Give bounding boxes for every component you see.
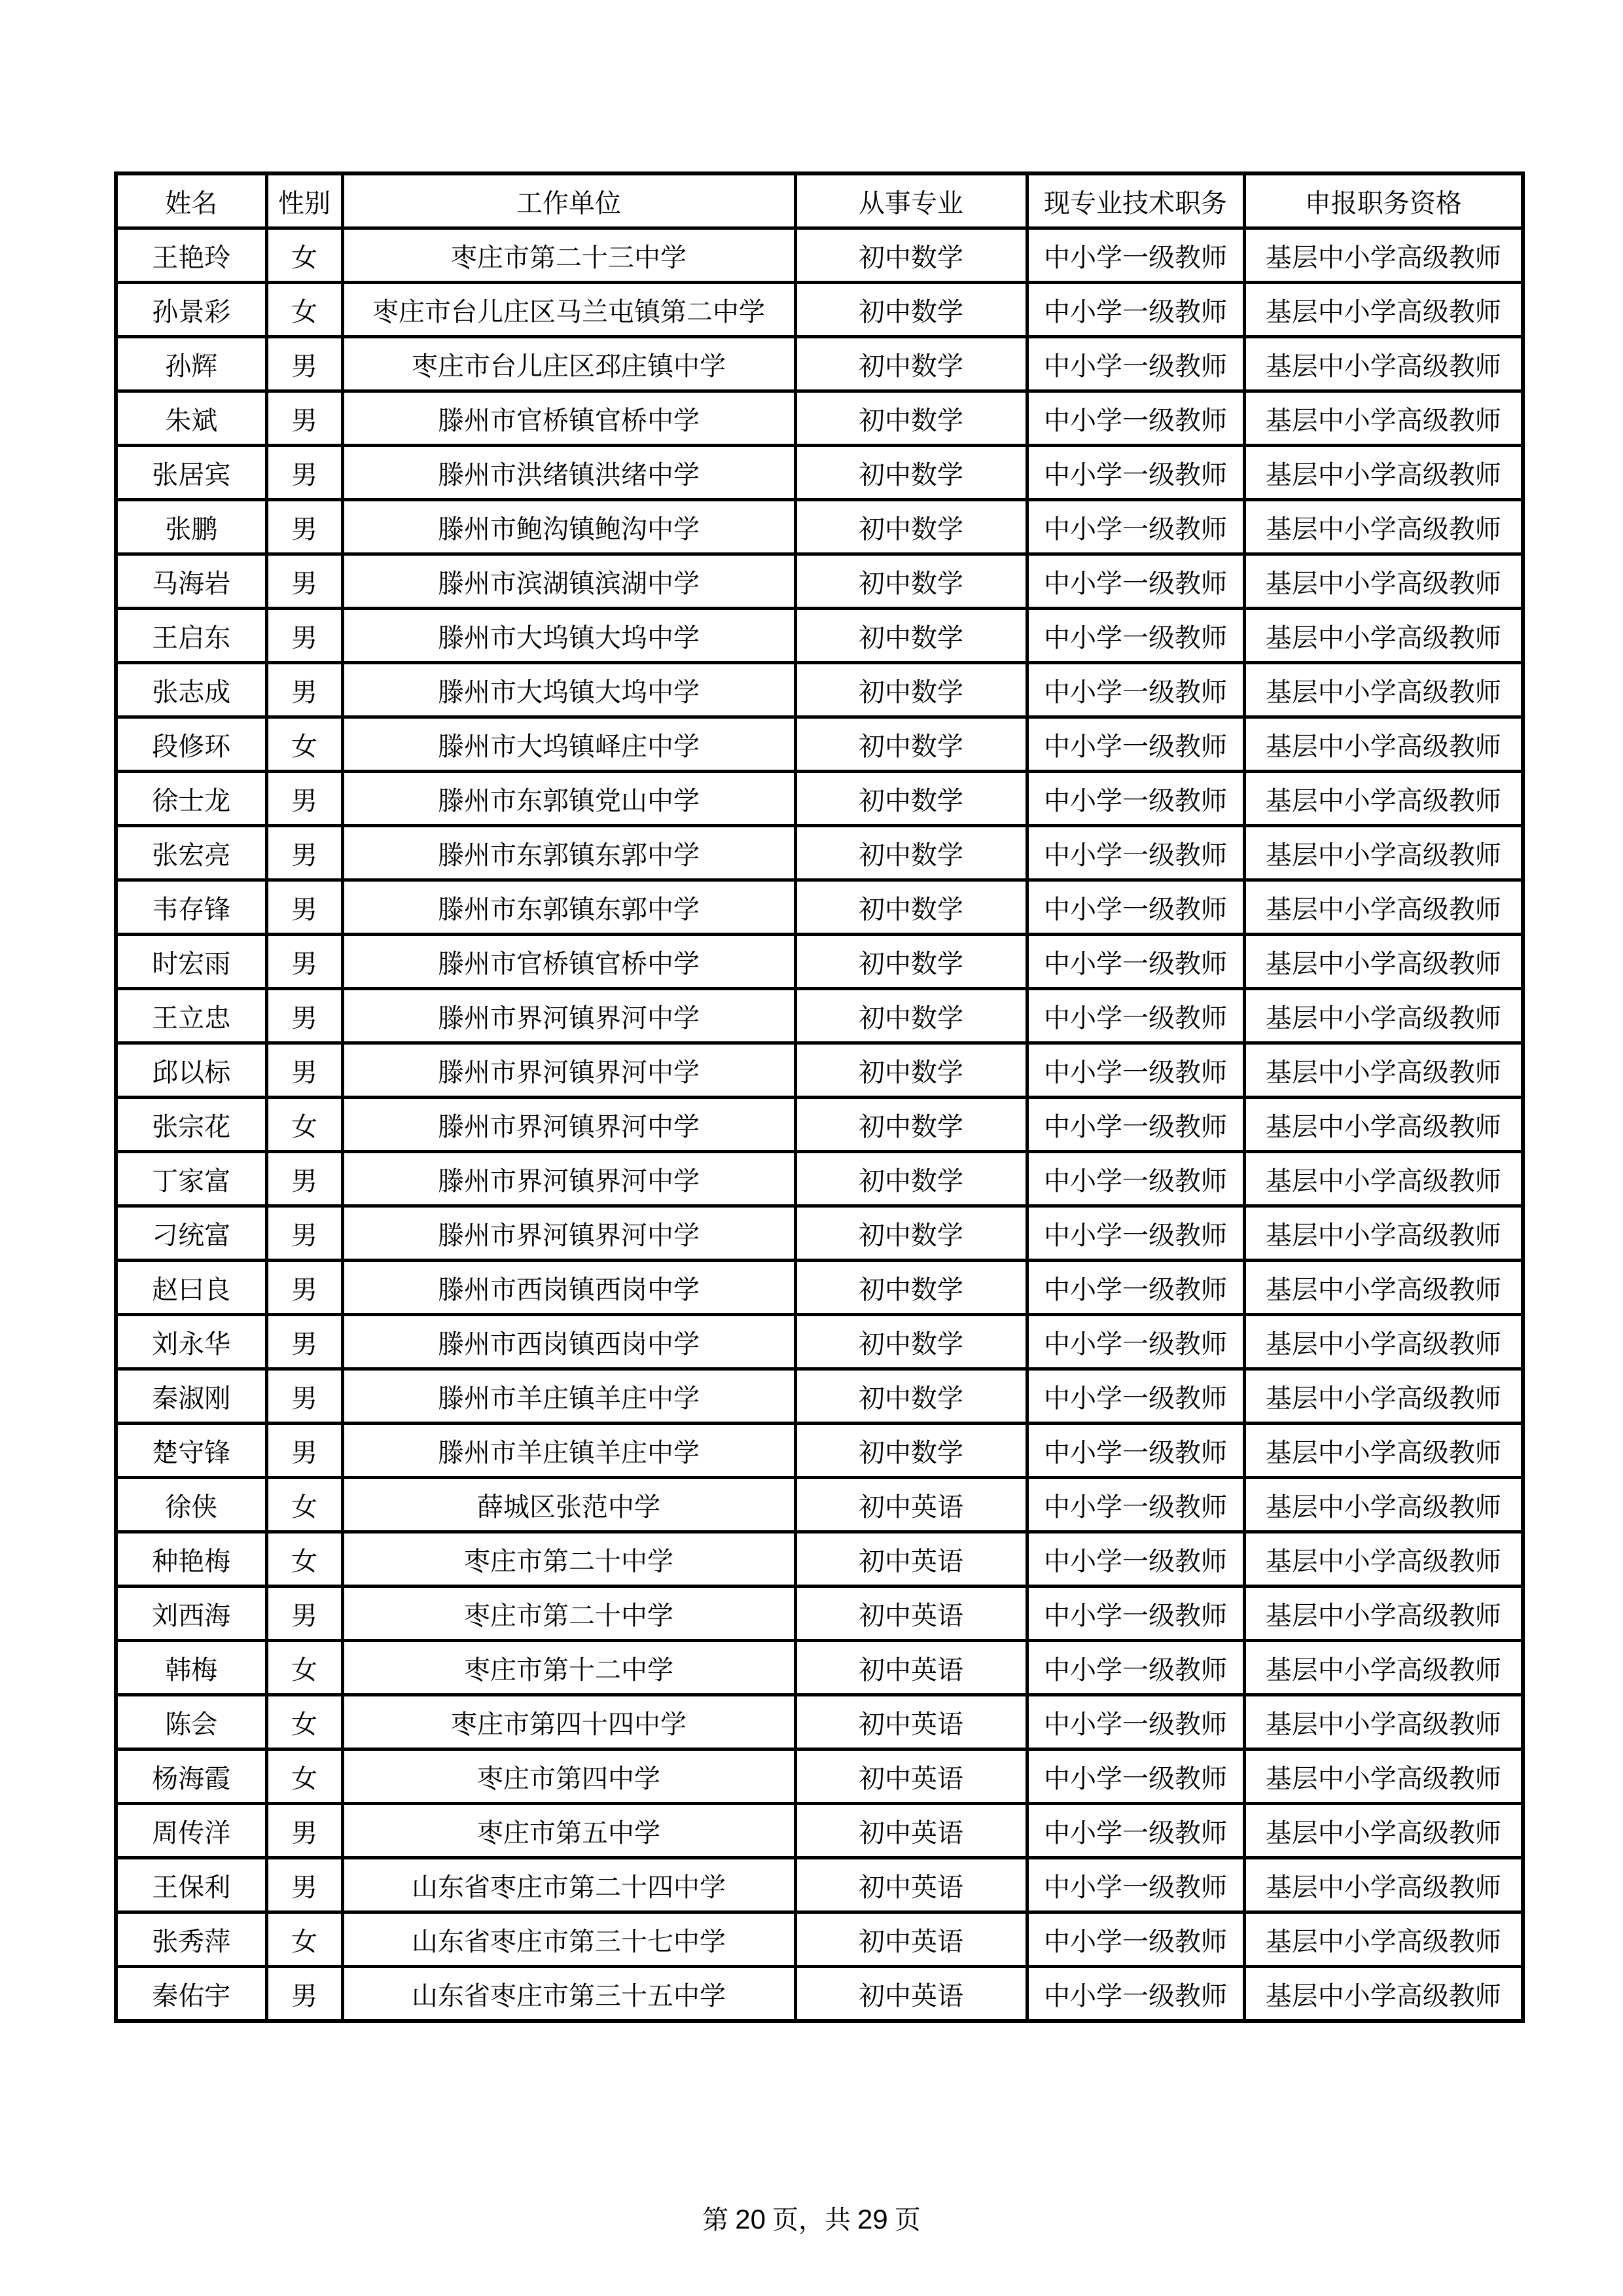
cell-major: 初中英语 [795,1912,1027,1967]
footer-suffix: 页 [894,2205,921,2235]
table-row [116,1587,1523,1641]
cell-major: 初中数学 [795,935,1027,989]
cell-gender: 男 [266,826,342,880]
cell-current-title: 中小学一级教师 [1027,880,1244,935]
cell-gender: 女 [266,1641,342,1695]
cell-work-unit: 滕州市大坞镇大坞中学 [342,609,795,663]
cell-current-title: 中小学一级教师 [1027,1749,1244,1804]
candidate-table [114,171,1525,2023]
cell-name: 周传洋 [116,1804,266,1858]
cell-work-unit: 山东省枣庄市第三十五中学 [342,1967,795,2022]
cell-applied-qualification: 基层中小学高级教师 [1244,1098,1523,1152]
cell-current-title: 中小学一级教师 [1027,446,1244,500]
table-row [116,772,1523,826]
cell-name: 王启东 [116,609,266,663]
table-row [116,1478,1523,1532]
cell-current-title: 中小学一级教师 [1027,337,1244,391]
cell-name: 种艳梅 [116,1532,266,1587]
page-footer [0,2199,1623,2236]
cell-current-title: 中小学一级教师 [1027,1098,1244,1152]
cell-name: 秦淑刚 [116,1369,266,1424]
cell-name: 徐侠 [116,1478,266,1532]
cell-applied-qualification: 基层中小学高级教师 [1244,1478,1523,1532]
cell-gender: 男 [266,772,342,826]
cell-major: 初中数学 [795,337,1027,391]
cell-current-title: 中小学一级教师 [1027,772,1244,826]
table-header-row [116,173,1523,228]
table-row [116,1532,1523,1587]
header-gender: 性别 [266,173,342,228]
cell-major: 初中数学 [795,1098,1027,1152]
cell-applied-qualification: 基层中小学高级教师 [1244,283,1523,337]
cell-applied-qualification: 基层中小学高级教师 [1244,1152,1523,1206]
cell-major: 初中数学 [795,880,1027,935]
cell-work-unit: 滕州市大坞镇大坞中学 [342,663,795,717]
cell-gender: 男 [266,1261,342,1315]
cell-current-title: 中小学一级教师 [1027,554,1244,609]
cell-applied-qualification: 基层中小学高级教师 [1244,1532,1523,1587]
cell-gender: 男 [266,1369,342,1424]
cell-major: 初中数学 [795,663,1027,717]
cell-current-title: 中小学一级教师 [1027,1804,1244,1858]
cell-name: 张宗花 [116,1098,266,1152]
cell-current-title: 中小学一级教师 [1027,826,1244,880]
cell-work-unit: 枣庄市第二十三中学 [342,228,795,283]
cell-name: 杨海霞 [116,1749,266,1804]
cell-current-title: 中小学一级教师 [1027,283,1244,337]
table-row [116,1315,1523,1369]
cell-applied-qualification: 基层中小学高级教师 [1244,772,1523,826]
cell-name: 段修环 [116,717,266,772]
cell-applied-qualification: 基层中小学高级教师 [1244,663,1523,717]
cell-current-title: 中小学一级教师 [1027,1967,1244,2022]
cell-work-unit: 枣庄市台儿庄区马兰屯镇第二中学 [342,283,795,337]
cell-work-unit: 滕州市滨湖镇滨湖中学 [342,554,795,609]
cell-current-title: 中小学一级教师 [1027,1315,1244,1369]
current-page-number: 20 [735,2204,766,2234]
cell-applied-qualification: 基层中小学高级教师 [1244,554,1523,609]
table-row [116,228,1523,283]
cell-gender: 男 [266,609,342,663]
cell-work-unit: 滕州市界河镇界河中学 [342,1206,795,1261]
cell-current-title: 中小学一级教师 [1027,663,1244,717]
cell-applied-qualification: 基层中小学高级教师 [1244,1912,1523,1967]
cell-name: 张秀萍 [116,1912,266,1967]
cell-current-title: 中小学一级教师 [1027,1478,1244,1532]
cell-major: 初中数学 [795,446,1027,500]
cell-applied-qualification: 基层中小学高级教师 [1244,826,1523,880]
cell-current-title: 中小学一级教师 [1027,391,1244,446]
cell-current-title: 中小学一级教师 [1027,1369,1244,1424]
table-row [116,1804,1523,1858]
cell-gender: 男 [266,446,342,500]
cell-gender: 女 [266,717,342,772]
table-row [116,935,1523,989]
cell-gender: 男 [266,391,342,446]
cell-name: 刘西海 [116,1587,266,1641]
cell-name: 刘永华 [116,1315,266,1369]
cell-applied-qualification: 基层中小学高级教师 [1244,228,1523,283]
cell-applied-qualification: 基层中小学高级教师 [1244,1695,1523,1749]
table-row [116,1098,1523,1152]
table-row [116,1967,1523,2022]
cell-applied-qualification: 基层中小学高级教师 [1244,1641,1523,1695]
table-row [116,391,1523,446]
cell-current-title: 中小学一级教师 [1027,1912,1244,1967]
cell-current-title: 中小学一级教师 [1027,500,1244,554]
table-row [116,826,1523,880]
cell-major: 初中数学 [795,1206,1027,1261]
cell-work-unit: 薛城区张范中学 [342,1478,795,1532]
cell-major: 初中英语 [795,1641,1027,1695]
cell-current-title: 中小学一级教师 [1027,1695,1244,1749]
cell-applied-qualification: 基层中小学高级教师 [1244,1749,1523,1804]
cell-name: 张宏亮 [116,826,266,880]
table-row [116,1261,1523,1315]
table-body [116,228,1523,2022]
table-row [116,1749,1523,1804]
cell-current-title: 中小学一级教师 [1027,935,1244,989]
cell-work-unit: 滕州市西岗镇西岗中学 [342,1261,795,1315]
cell-work-unit: 枣庄市第十二中学 [342,1641,795,1695]
cell-applied-qualification: 基层中小学高级教师 [1244,1424,1523,1478]
cell-name: 朱斌 [116,391,266,446]
cell-work-unit: 山东省枣庄市第三十七中学 [342,1912,795,1967]
cell-gender: 女 [266,1098,342,1152]
cell-name: 韦存锋 [116,880,266,935]
cell-name: 马海岩 [116,554,266,609]
cell-major: 初中数学 [795,989,1027,1043]
cell-name: 丁家富 [116,1152,266,1206]
cell-gender: 女 [266,1478,342,1532]
cell-applied-qualification: 基层中小学高级教师 [1244,1315,1523,1369]
cell-major: 初中英语 [795,1858,1027,1912]
cell-current-title: 中小学一级教师 [1027,228,1244,283]
cell-gender: 男 [266,1804,342,1858]
cell-work-unit: 枣庄市台儿庄区邳庄镇中学 [342,337,795,391]
table-row [116,1912,1523,1967]
cell-name: 楚守锋 [116,1424,266,1478]
table-row [116,717,1523,772]
cell-name: 秦佑宇 [116,1967,266,2022]
cell-applied-qualification: 基层中小学高级教师 [1244,1261,1523,1315]
table-row [116,1424,1523,1478]
cell-applied-qualification: 基层中小学高级教师 [1244,1858,1523,1912]
cell-current-title: 中小学一级教师 [1027,1587,1244,1641]
table-row [116,283,1523,337]
cell-current-title: 中小学一级教师 [1027,609,1244,663]
cell-name: 孙辉 [116,337,266,391]
cell-applied-qualification: 基层中小学高级教师 [1244,935,1523,989]
cell-applied-qualification: 基层中小学高级教师 [1244,500,1523,554]
cell-major: 初中英语 [795,1587,1027,1641]
cell-gender: 男 [266,1858,342,1912]
cell-gender: 男 [266,880,342,935]
table-row [116,500,1523,554]
cell-major: 初中英语 [795,1967,1027,2022]
cell-gender: 男 [266,989,342,1043]
cell-major: 初中数学 [795,1152,1027,1206]
cell-current-title: 中小学一级教师 [1027,989,1244,1043]
table-row [116,989,1523,1043]
cell-applied-qualification: 基层中小学高级教师 [1244,391,1523,446]
cell-name: 王艳玲 [116,228,266,283]
header-name: 姓名 [116,173,266,228]
cell-major: 初中数学 [795,1043,1027,1098]
cell-work-unit: 滕州市东郭镇党山中学 [342,772,795,826]
cell-gender: 女 [266,1912,342,1967]
table-row [116,446,1523,500]
total-pages-number: 29 [857,2204,888,2234]
cell-current-title: 中小学一级教师 [1027,1532,1244,1587]
cell-major: 初中数学 [795,826,1027,880]
cell-current-title: 中小学一级教师 [1027,1043,1244,1098]
cell-applied-qualification: 基层中小学高级教师 [1244,337,1523,391]
cell-major: 初中数学 [795,554,1027,609]
cell-major: 初中英语 [795,1804,1027,1858]
table-row [116,1152,1523,1206]
cell-current-title: 中小学一级教师 [1027,1424,1244,1478]
cell-name: 邱以标 [116,1043,266,1098]
cell-major: 初中数学 [795,1424,1027,1478]
cell-gender: 男 [266,1206,342,1261]
table-row [116,1369,1523,1424]
cell-gender: 男 [266,554,342,609]
cell-major: 初中数学 [795,1315,1027,1369]
cell-work-unit: 滕州市官桥镇官桥中学 [342,935,795,989]
cell-current-title: 中小学一级教师 [1027,1261,1244,1315]
cell-gender: 女 [266,1749,342,1804]
cell-work-unit: 滕州市大坞镇峄庄中学 [342,717,795,772]
cell-work-unit: 滕州市鲍沟镇鲍沟中学 [342,500,795,554]
cell-name: 时宏雨 [116,935,266,989]
cell-work-unit: 滕州市界河镇界河中学 [342,1098,795,1152]
cell-work-unit: 滕州市界河镇界河中学 [342,1152,795,1206]
cell-major: 初中英语 [795,1532,1027,1587]
footer-prefix: 第 [702,2205,729,2235]
cell-applied-qualification: 基层中小学高级教师 [1244,446,1523,500]
table-row [116,1206,1523,1261]
cell-work-unit: 滕州市界河镇界河中学 [342,1043,795,1098]
table-row [116,1043,1523,1098]
cell-gender: 女 [266,1695,342,1749]
cell-current-title: 中小学一级教师 [1027,1206,1244,1261]
table-row [116,880,1523,935]
cell-work-unit: 滕州市西岗镇西岗中学 [342,1315,795,1369]
header-applied-qualification: 申报职务资格 [1244,173,1523,228]
cell-name: 王立忠 [116,989,266,1043]
cell-work-unit: 滕州市东郭镇东郭中学 [342,826,795,880]
cell-work-unit: 滕州市洪绪镇洪绪中学 [342,446,795,500]
cell-work-unit: 滕州市界河镇界河中学 [342,989,795,1043]
cell-name: 张居宾 [116,446,266,500]
cell-gender: 男 [266,337,342,391]
cell-work-unit: 枣庄市第四十四中学 [342,1695,795,1749]
cell-major: 初中数学 [795,391,1027,446]
cell-applied-qualification: 基层中小学高级教师 [1244,1369,1523,1424]
cell-major: 初中数学 [795,228,1027,283]
cell-name: 陈会 [116,1695,266,1749]
cell-major: 初中数学 [795,500,1027,554]
cell-major: 初中英语 [795,1749,1027,1804]
cell-major: 初中英语 [795,1478,1027,1532]
cell-applied-qualification: 基层中小学高级教师 [1244,1043,1523,1098]
cell-gender: 男 [266,500,342,554]
cell-gender: 男 [266,1152,342,1206]
cell-major: 初中数学 [795,283,1027,337]
cell-gender: 男 [266,1424,342,1478]
cell-major: 初中英语 [795,1695,1027,1749]
cell-gender: 女 [266,283,342,337]
table-row [116,1858,1523,1912]
table-row [116,663,1523,717]
cell-gender: 男 [266,663,342,717]
header-major: 从事专业 [795,173,1027,228]
cell-gender: 男 [266,1315,342,1369]
cell-work-unit: 滕州市东郭镇东郭中学 [342,880,795,935]
cell-name: 徐士龙 [116,772,266,826]
cell-work-unit: 山东省枣庄市第二十四中学 [342,1858,795,1912]
cell-current-title: 中小学一级教师 [1027,1641,1244,1695]
cell-applied-qualification: 基层中小学高级教师 [1244,1804,1523,1858]
cell-applied-qualification: 基层中小学高级教师 [1244,717,1523,772]
footer-middle: 页，共 [772,2205,851,2235]
cell-applied-qualification: 基层中小学高级教师 [1244,989,1523,1043]
cell-current-title: 中小学一级教师 [1027,1152,1244,1206]
cell-work-unit: 枣庄市第五中学 [342,1804,795,1858]
cell-name: 张鹏 [116,500,266,554]
cell-major: 初中数学 [795,772,1027,826]
cell-major: 初中数学 [795,717,1027,772]
cell-applied-qualification: 基层中小学高级教师 [1244,1587,1523,1641]
table-row [116,337,1523,391]
cell-major: 初中数学 [795,609,1027,663]
cell-current-title: 中小学一级教师 [1027,1858,1244,1912]
table-row [116,609,1523,663]
cell-applied-qualification: 基层中小学高级教师 [1244,609,1523,663]
cell-name: 张志成 [116,663,266,717]
header-current-title: 现专业技术职务 [1027,173,1244,228]
cell-major: 初中数学 [795,1261,1027,1315]
cell-name: 孙景彩 [116,283,266,337]
table-row [116,1641,1523,1695]
cell-work-unit: 滕州市羊庄镇羊庄中学 [342,1369,795,1424]
cell-gender: 男 [266,1587,342,1641]
cell-name: 赵曰良 [116,1261,266,1315]
cell-gender: 女 [266,1532,342,1587]
table-row [116,554,1523,609]
cell-gender: 男 [266,1043,342,1098]
cell-name: 王保利 [116,1858,266,1912]
cell-work-unit: 滕州市羊庄镇羊庄中学 [342,1424,795,1478]
cell-current-title: 中小学一级教师 [1027,717,1244,772]
table-row [116,1695,1523,1749]
cell-applied-qualification: 基层中小学高级教师 [1244,1967,1523,2022]
cell-work-unit: 枣庄市第二十中学 [342,1532,795,1587]
cell-work-unit: 枣庄市第二十中学 [342,1587,795,1641]
cell-name: 刁统富 [116,1206,266,1261]
header-work-unit: 工作单位 [342,173,795,228]
cell-work-unit: 滕州市官桥镇官桥中学 [342,391,795,446]
cell-gender: 男 [266,935,342,989]
cell-work-unit: 枣庄市第四中学 [342,1749,795,1804]
cell-applied-qualification: 基层中小学高级教师 [1244,1206,1523,1261]
cell-gender: 男 [266,1967,342,2022]
cell-name: 韩梅 [116,1641,266,1695]
cell-gender: 女 [266,228,342,283]
cell-major: 初中数学 [795,1369,1027,1424]
cell-applied-qualification: 基层中小学高级教师 [1244,880,1523,935]
